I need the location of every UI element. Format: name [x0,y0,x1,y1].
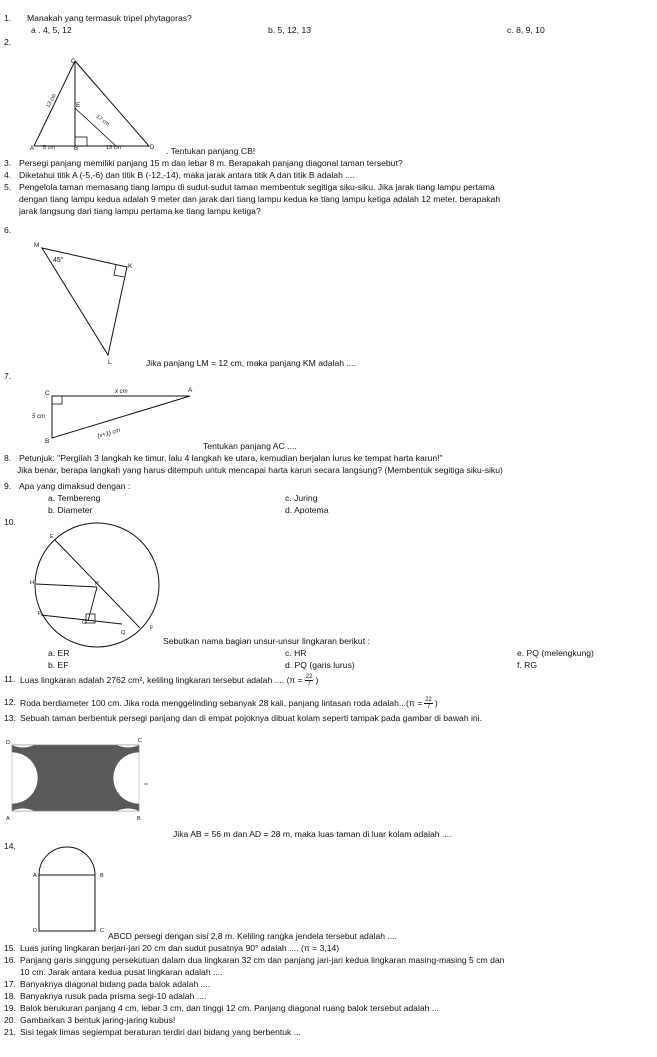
q2-side-5: 5 cm [43,145,55,151]
q6-number: 6. [4,225,12,235]
q14-label-b: B [100,873,104,879]
q17-question: Banyaknya diagonal bidang pada balok adalah .... [20,979,211,989]
q15-number: 15. [4,943,16,953]
q7-label-b: B [45,438,50,445]
q7-caption: Tentukan panjang AC .... [203,441,297,451]
q13-label-d: D [6,740,10,746]
q5-number: 5. [4,182,12,192]
q8-line-1: Petunjuk: "Pergilah 3 langkah ke timur, lalu 4 langkah ke utara, kemudian berjalan lurus ke tempat harta karun!" [19,453,443,463]
q18-number: 18. [4,991,16,1001]
q10-label-r: R [95,581,99,587]
q11-close: ) [315,674,319,685]
q14-label-d: D [33,928,37,934]
q12-question: Roda berdiameter 100 cm. Jika roda menggelinding sebanyak 28 kali, panjang lintasan roda adalah...(π = [20,697,423,708]
q13-caption: Jika AB = 56 m dan AD = 28 m, maka luas taman di luar kolam adalah .... [173,829,452,839]
q13-number: 13. [4,713,16,723]
q17-number: 17. [4,979,16,989]
q18-question: Banyaknya rusuk pada prisma segi-10 adalah .... [20,991,207,1001]
q2-label-b: B [74,146,79,152]
q2-label-d: D [150,145,155,151]
q1-option-c: c. 8, 9, 10 [507,25,545,35]
q9-option-d: d. Apotema [285,505,329,515]
q2-label-e: E [76,103,81,109]
q5-line-2: dengan tiang lampu kedua adalah 9 meter dan jarak dari tiang lampu kedua ke tiang lampu ketiga adalah 12 meter, berapakah [19,194,501,204]
q7-number: 7. [4,371,12,381]
q14-label-a: A [33,873,37,879]
q1-option-a: a . 4, 5, 12 [31,25,72,35]
q9-question: Apa yang dimaksud dengan : [19,481,131,491]
q21-question: Sisi tegak limas segiempat beraturan terdiri dari bidang yang berbentuk ... [20,1027,301,1037]
q12-number: 12. [4,697,16,707]
q21-number: 21. [4,1027,16,1037]
q10-number: 10. [4,517,16,527]
q13-question: Sebuah taman berbentuk persegi panjang dan di empat pojoknya dibuat kolam seperti tampak pada gambar di bawah ini. [20,713,482,723]
q11-number: 11. [4,674,16,684]
q10-option-d: d. PQ (garis lurus) [285,660,355,670]
q2-side-17: 17 cm [94,113,111,128]
q19-number: 19. [4,1003,16,1013]
q10-label-g: G [82,620,87,626]
q7-side-5: 5 cm [32,414,46,420]
q3-number: 3. [4,158,12,168]
q14-number: 14. [4,841,16,851]
q6-caption: Jika panjang LM = 12 cm, maka panjang KM adalah .... [146,358,356,368]
q7-side-xp1: (x+1) cm [96,427,122,440]
q4-number: 4. [4,170,12,180]
q10-label-p: P [38,611,42,617]
q8-line-2: Jika benar, berapa langkah yang harus ditempuh untuk mencapai harta karun secara langsung? (Membentuk segitiga siku-siku) [17,465,503,475]
q2-label-a: A [30,146,35,152]
q3-question: Persegi panjang memiliki panjang 15 m dan lebar 8 m. Berapakah panjang diagonal taman tersebut? [19,158,403,168]
q6-label-m: M [34,242,40,249]
q6-angle: 45° [53,257,64,264]
q13-label-a: A [6,816,10,822]
q7-label-a: A [188,387,193,394]
q7-label-c: C [45,390,50,397]
q13-label-b: B [137,816,141,822]
q10-label-q: Q [121,630,126,636]
q2-caption: . Tentukan panjang CB! [166,146,256,156]
q6-label-l: L [108,359,112,366]
q1-option-b: b. 5, 12, 13 [268,25,312,35]
q5-line-3: jarak langsung dari tiang lampu pertama ke tiang lampu ketiga? [19,206,261,216]
q10-option-e: e. PQ (melengkung) [517,648,594,658]
q11-fraction-numerator: 22 [305,674,313,680]
q14-caption: ABCD persegi dengan sisi 2,8 m. Keliling rangka jendela tersebut adalah .... [108,931,398,941]
q10-label-e: E [50,534,54,540]
q10-label-h: H [30,580,34,586]
q2-label-c: C [71,59,76,65]
q12-close: ) [434,697,438,708]
q10-label-f: F [150,625,154,631]
q13-label-c: C [138,738,142,744]
q2-side-13: 13 cm [45,92,58,109]
q11-fraction-denominator: 7 [307,681,311,687]
q16-line-1: Panjang garis singgung persekutuan dalam dua lingkaran 32 cm dan panjang jari-jari kedua lingkaran masing-masing 5 cm dan [20,955,505,965]
q16-line-2: 10 cm. Jarak antara kedua pusat lingkaran adalah .... [20,967,223,977]
q1-number: 1. [4,13,12,23]
q9-option-b: b. Diameter [48,505,93,515]
q11-question: Luas lingkaran adalah 2762 cm², keliling lingkaran tersebut adalah .... (π = [20,674,303,685]
q19-question: Balok berukuran panjang 4 cm, lebar 3 cm, dan tinggi 12 cm. Panjang diagonal ruang balok tersebut adalah ... [20,1003,439,1013]
q16-number: 16. [4,955,16,965]
q2-number: 2. [4,37,12,47]
q10-option-b: b. EF [48,660,69,670]
q12-fraction-denominator: 7 [426,704,431,710]
q4-question: Diketahui titik A (-5,-6) dan titik B (-12,-14), maka jarak antara titik A dan titik B adalah .... [19,170,355,180]
q14-label-c: C [100,928,104,934]
q6-label-k: K [128,263,133,270]
q5-line-1: Pengelola taman memasang tiang lampu di sudut-sudut taman membentuk segitiga siku-siku. Jika jarak tiang lampu pertama [19,182,495,192]
q9-option-c: c. Juring [285,493,318,503]
q15-question: Luas juring lingkaran berjari-jari 20 cm dan sudut pusatnya 90° adalah .... (π = 3,14) [20,943,340,953]
q8-number: 8. [4,453,12,463]
q7-side-x: x cm [115,389,128,395]
q10-option-a: a. ER [48,648,70,658]
q10-caption: Sebutkan nama bagian unsur-unsur lingkaran berikut : [163,636,370,646]
q1-question: Manakah yang termasuk tripel phytagoras? [27,13,192,23]
q9-option-a: a. Tembereng [48,493,101,503]
q20-question: Gambarkan 3 bentuk jaring-jaring kubus! [20,1015,176,1025]
q12-fraction-numerator: 22 [425,697,432,703]
q9-number: 9. [4,481,12,491]
q10-option-f: f. RG [517,660,538,670]
q2-side-13b: 13 cm [106,145,121,151]
q20-number: 20. [4,1015,16,1025]
q10-option-c: c. HR [285,648,307,658]
